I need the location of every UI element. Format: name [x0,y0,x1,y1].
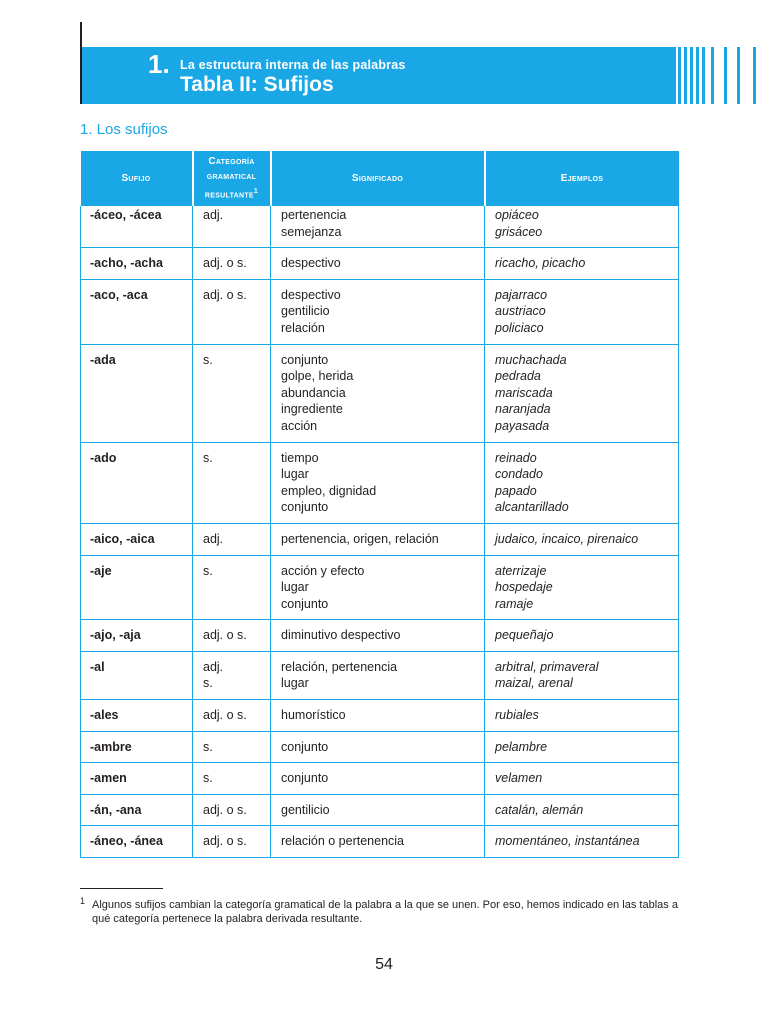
chapter-number: 1. [148,49,170,79]
table-row [81,620,679,652]
cell-ejemplos-line: naranjada [495,402,551,417]
cell-significado-line: conjunto [281,596,329,611]
cell-significado-line: lugar [281,676,309,691]
cell-significado-line: pertenencia, origen, relación [281,531,439,546]
cell-significado [271,620,485,652]
col-header-categoria-line [196,184,268,202]
cell-sufijo: -ambre [81,731,193,763]
cell-significado-line: relación, pertenencia [281,659,398,674]
cell-significado-line: gentilicio [281,802,330,817]
cell-significado [271,442,485,523]
table-row [81,555,679,620]
cell-significado [271,794,485,826]
cell-categoria-line: adj. o s. [203,834,247,849]
col-header-sufijo: Sufijo [81,151,193,206]
section-heading: 1. Los sufijos [80,121,168,138]
cell-significado [271,248,485,280]
cell-categoria [193,700,271,732]
cell-ejemplos-line: catalán, alemán [495,802,584,817]
cell-sufijo: -aco, -aca [81,279,193,344]
cell-ejemplos-line: reinado [495,450,537,465]
footnote-marker: 1 [253,188,259,196]
cell-ejemplos-line: grisáceo [495,224,543,239]
cell-ejemplos-line: opiáceo [495,208,539,222]
cell-ejemplos-line: pajarraco [495,287,548,302]
cell-ejemplos [485,651,679,699]
cell-ejemplos-line: maizal, arenal [495,676,573,691]
footnote-number: 1 [80,896,86,906]
cell-significado-line: ingrediente [281,402,343,417]
cell-categoria [193,279,271,344]
table-row [81,700,679,732]
cell-ejemplos-line: muchachada [495,352,567,367]
cell-significado-line: despectivo [281,256,341,271]
chapter-title: La estructura interna de las palabras [180,58,406,72]
table-row [81,344,679,442]
cell-categoria-line: s. [203,771,213,786]
footnote-text: Algunos sufijos cambian la categoría gramatical de la palabra a la que se unen. Por eso, hemos indicado en las tablas a qué categoría pertenece la palabra derivada resultante. [92,899,678,925]
cell-ejemplos [485,279,679,344]
cell-significado-line: acción [281,418,318,433]
col-header-categoria-line: resultante [204,189,254,201]
footnote-rule [80,888,163,889]
cell-ejemplos-line: papado [495,483,537,498]
cell-ejemplos-line: pelambre [495,739,548,754]
cell-significado-line: despectivo [281,287,341,302]
cell-significado-line: acción y efecto [281,563,365,578]
cell-categoria-line: adj. [203,208,224,222]
table-row [81,442,679,523]
cell-significado-line: conjunto [281,771,329,786]
cell-ejemplos-line: pequeñajo [495,628,554,643]
page-number: 54 [375,956,393,973]
cell-ejemplos-line: ramaje [495,596,534,611]
cell-significado-line: abundancia [281,385,346,400]
cell-categoria-line: s. [203,450,213,465]
cell-significado [271,651,485,699]
cell-categoria [193,248,271,280]
cell-significado-line: diminutivo despectivo [281,628,401,643]
table-row [81,206,679,248]
cell-ejemplos-line: mariscada [495,385,553,400]
cell-significado-line: lugar [281,580,309,595]
cell-categoria [193,794,271,826]
cell-sufijo: -aico, -aica [81,523,193,555]
cell-ejemplos [485,826,679,858]
cell-ejemplos-line: aterrizaje [495,563,547,578]
cell-ejemplos [485,620,679,652]
cell-sufijo: -amen [81,763,193,795]
cell-categoria [193,523,271,555]
col-header-categoria-line: Categoría [208,156,255,168]
cell-sufijo: -ales [81,700,193,732]
cell-categoria [193,651,271,699]
table-row [81,651,679,699]
cell-categoria [193,442,271,523]
cell-categoria-line: s. [203,563,213,578]
col-header-categoria-line: gramatical [206,171,257,183]
cell-significado-line: conjunto [281,500,329,515]
cell-categoria [193,344,271,442]
cell-significado-line: relación [281,320,325,335]
cell-ejemplos-line: alcantarillado [495,500,569,515]
cell-sufijo: -áceo, -ácea [81,206,193,248]
cell-ejemplos-line: ricacho, picacho [495,256,586,271]
cell-significado-line: humorístico [281,708,346,723]
cell-categoria [193,731,271,763]
cell-categoria-line: s. [203,676,213,691]
cell-sufijo: -áneo, -ánea [81,826,193,858]
cell-sufijo: -al [81,651,193,699]
cell-sufijo: -án, -ana [81,794,193,826]
cell-significado-line: pertenencia [281,208,347,222]
cell-categoria-line: adj. o s. [203,287,247,302]
cell-ejemplos [485,442,679,523]
cell-sufijo: -aje [81,555,193,620]
cell-ejemplos-line: pedrada [495,369,541,384]
table-header-row [81,151,679,206]
cell-significado-line: golpe, herida [281,369,354,384]
cell-ejemplos-line: arbitral, primaveral [495,659,599,674]
cell-significado-line: relación o pertenencia [281,834,404,849]
cell-ejemplos [485,523,679,555]
cell-sufijo: -ajo, -aja [81,620,193,652]
banner-stripes [677,47,768,104]
cell-significado [271,344,485,442]
cell-ejemplos-line: rubiales [495,708,539,723]
cell-significado-line: lugar [281,467,309,482]
cell-categoria-line: adj. o s. [203,256,247,271]
cell-ejemplos-line: policiaco [495,320,544,335]
table-row [81,826,679,858]
cell-categoria [193,620,271,652]
table-title: Tabla II: Sufijos [180,73,334,96]
cell-significado-line: tiempo [281,450,319,465]
cell-significado [271,700,485,732]
cell-ejemplos [485,700,679,732]
cell-significado-line: conjunto [281,352,329,367]
cell-ejemplos-line: payasada [495,418,550,433]
cell-ejemplos [485,206,679,248]
cell-significado-line: gentilicio [281,304,330,319]
cell-significado [271,763,485,795]
cell-significado-line: empleo, dignidad [281,483,377,498]
cell-categoria-line: adj. o s. [203,708,247,723]
cell-categoria [193,763,271,795]
col-header-categoria [193,151,271,206]
cell-significado [271,279,485,344]
cell-categoria [193,555,271,620]
table-row [81,794,679,826]
table-body [81,206,679,858]
cell-categoria [193,826,271,858]
table-row [81,763,679,795]
chapter-banner [82,47,676,104]
table-row [81,523,679,555]
cell-categoria-line: adj. [203,659,224,674]
cell-ejemplos-line: condado [495,467,543,482]
cell-categoria-line: s. [203,352,213,367]
cell-significado [271,826,485,858]
cell-categoria [193,206,271,248]
cell-sufijo: -ada [81,344,193,442]
cell-significado [271,731,485,763]
cell-ejemplos [485,248,679,280]
cell-ejemplos-line: velamen [495,771,543,786]
cell-sufijo: -acho, -acha [81,248,193,280]
cell-categoria-line: adj. o s. [203,802,247,817]
cell-categoria-line: adj. o s. [203,628,247,643]
table-row [81,248,679,280]
cell-sufijo: -ado [81,442,193,523]
cell-ejemplos [485,344,679,442]
cell-significado-line: semejanza [281,224,342,239]
cell-ejemplos [485,794,679,826]
cell-categoria-line: adj. [203,531,224,546]
table-row [81,279,679,344]
cell-ejemplos [485,731,679,763]
cell-significado [271,555,485,620]
cell-ejemplos-line: hospedaje [495,580,553,595]
col-header-ejemplos: Ejemplos [485,151,679,206]
cell-ejemplos [485,763,679,795]
cell-significado [271,206,485,248]
cell-significado-line: conjunto [281,739,329,754]
cell-ejemplos-line: austriaco [495,304,546,319]
cell-significado [271,523,485,555]
table-row [81,731,679,763]
cell-categoria-line: s. [203,739,213,754]
cell-ejemplos-line: judaico, incaico, pirenaico [495,531,639,546]
suffix-table [80,151,679,858]
col-header-significado: Significado [271,151,485,206]
cell-ejemplos [485,555,679,620]
cell-ejemplos-line: momentáneo, instantánea [495,834,640,849]
